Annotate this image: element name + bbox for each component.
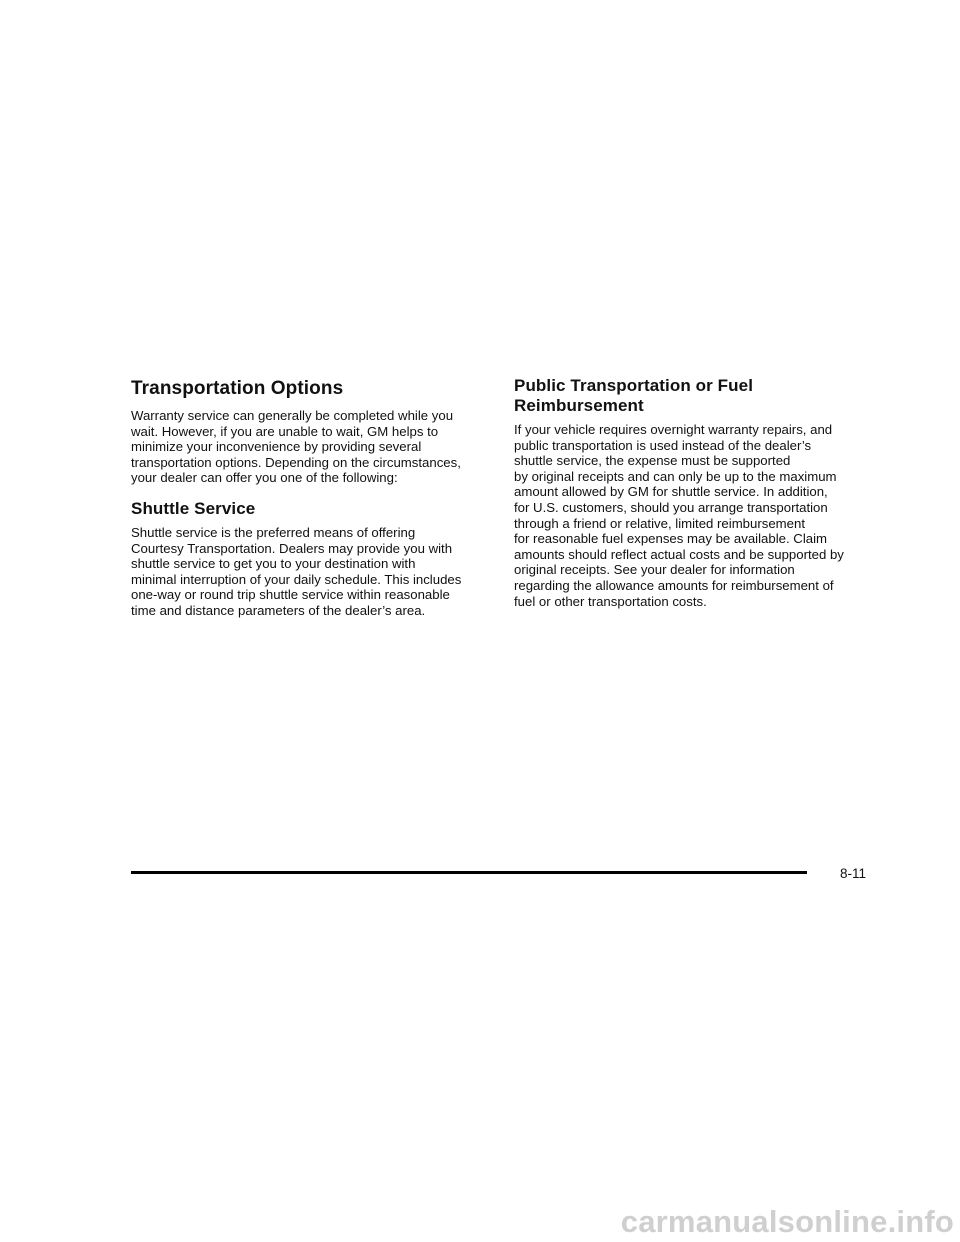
page-number: 8-11 — [840, 866, 867, 881]
shuttle-service-body: Shuttle service is the preferred means of offering Courtesy Transportation. Dealers may provide you with shuttle service to get you to your destination with minimal interruption of your daily schedule. This includes one-way or round trip shuttle service within reasonable time and distance parameters of the dealer’s area. — [131, 524, 462, 618]
right-column — [514, 376, 874, 609]
watermark: carmanualsonline.info — [620, 1204, 954, 1239]
footer-rule — [131, 871, 807, 874]
left-column — [131, 376, 493, 619]
transportation-options-body: Warranty service can generally be completed while you wait. However, if you are unable to wait, GM helps to minimize your inconvenience by providing several transportation options. Depending on the circumstances, your dealer can offer you one of the following: — [131, 408, 461, 486]
public-transportation-heading: Public Transportation or Fuel Reimbursement — [514, 376, 754, 415]
shuttle-service-heading: Shuttle Service — [131, 498, 256, 518]
public-transportation-body: If your vehicle requires overnight warranty repairs, and public transportation is used instead of the dealer’s shuttle service, the expense must be supported by original receipts and can only be up to the maximum amount allowed by GM for shuttle service. In addition, for U.S. customers, should you arrange transportation through a friend or relative, limited reimbursement for reasonable fuel expenses may be available. Claim amounts should reflect actual costs and be supported by original receipts. See your dealer for information regarding the allowance amounts for reimbursement of fuel or other transportation costs. — [514, 422, 844, 609]
transportation-options-heading: Transportation Options — [131, 378, 344, 399]
